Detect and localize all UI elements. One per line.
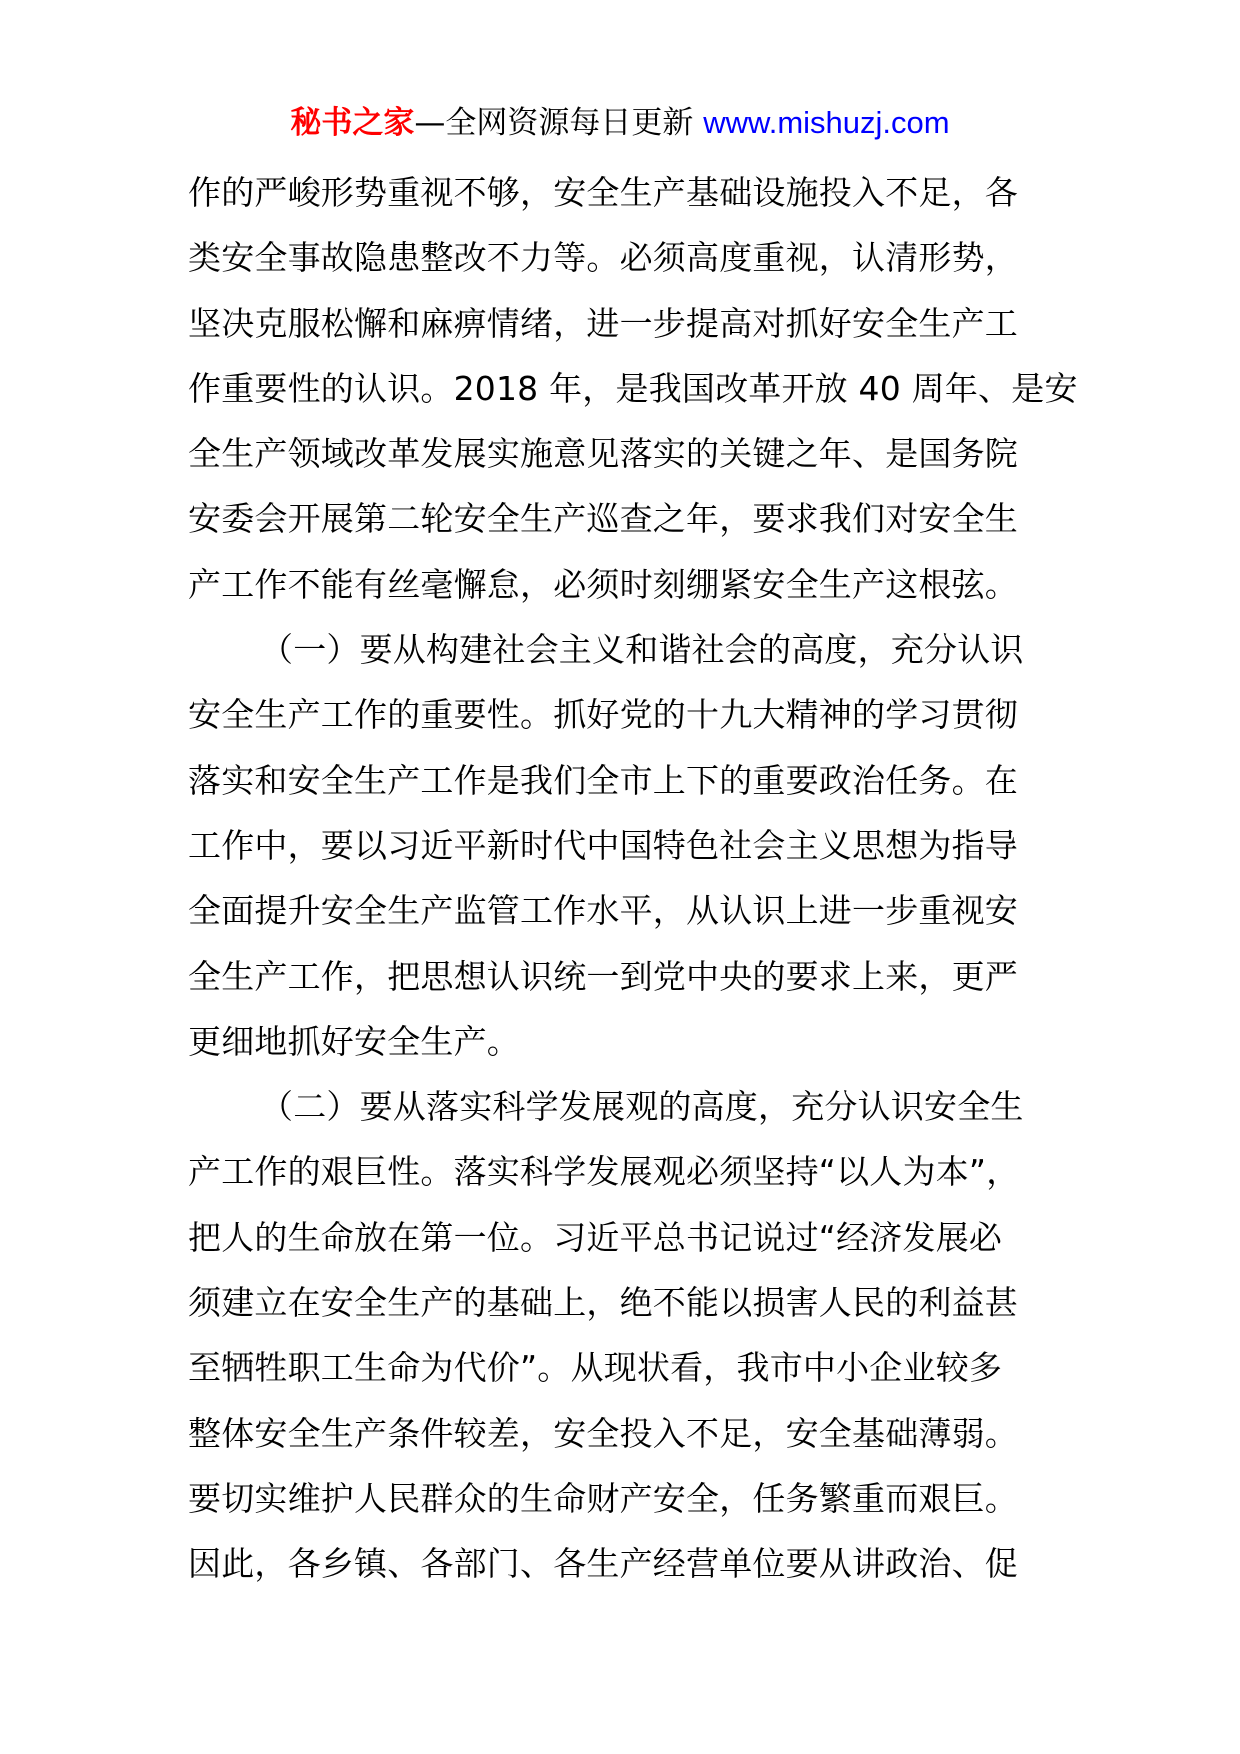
text-line: 全生产领域改革发展实施意见落实的关键之年、是国务院 [188,434,1018,474]
text-line: 全生产工作，把思想认识统一到党中央的要求上来，更严 [188,956,1018,996]
text-line: 落实和安全生产工作是我们全市上下的重要政治任务。在 [188,760,1018,800]
text-line: 把人的生命放在第一位。习近平总书记说过“经济发展必 [188,1217,1003,1257]
text-line: 坚决克服松懈和麻痹情绪，进一步提高对抓好安全生产工 [188,303,1018,343]
text-line: 工作中，要以习近平新时代中国特色社会主义思想为指导 [188,825,1018,865]
text-line: 更细地抓好安全生产。 [188,1021,520,1061]
document-body [188,160,1088,1597]
brand-name: 秘书之家 [290,105,415,141]
text-line: 作的严峻形势重视不够，安全生产基础设施投入不足，各 [188,173,1018,212]
text-line: 全面提升安全生产监管工作水平，从认识上进一步重视安 [188,891,1018,931]
text-line: 因此，各乡镇、各部门、各生产经营单位要从讲政治、促 [188,1544,1018,1584]
text-line: 安委会开展第二轮安全生产巡查之年，要求我们对安全生 [188,499,1018,539]
text-line: 安全生产工作的重要性。抓好党的十九大精神的学习贯彻 [188,695,1018,735]
site-url-link[interactable]: www.mishuzj.com [703,105,950,140]
text-line: 产工作的艰巨性。落实科学发展观必须坚持“以人为本”， [188,1152,1020,1192]
header-slogan: —全网资源每日更新 [414,105,694,141]
text-line: 要切实维护人民群众的生命财产安全，任务繁重而艰巨。 [188,1478,1018,1518]
site-header [0,98,1240,148]
text-line: 至牺牲职工生命为代价”。从现状看，我市中小企业较多 [188,1348,1003,1388]
section-heading-2: （二）要从落实科学发展观的高度，充分认识安全生 [260,1087,1024,1127]
section-heading-1: （一）要从构建社会主义和谐社会的高度，充分认识 [260,630,1024,670]
text-line: 产工作不能有丝毫懈怠，必须时刻绷紧安全生产这根弦。 [188,564,1018,604]
text-line: 类安全事故隐患整改不力等。必须高度重视，认清形势， [188,238,1018,278]
text-line: 作重要性的认识。2018 年，是我国改革开放 40 周年、是安 [188,368,1078,408]
text-line: 整体安全生产条件较差，安全投入不足，安全基础薄弱。 [188,1413,1018,1453]
text-line: 须建立在安全生产的基础上，绝不能以损害人民的利益甚 [188,1283,1018,1323]
